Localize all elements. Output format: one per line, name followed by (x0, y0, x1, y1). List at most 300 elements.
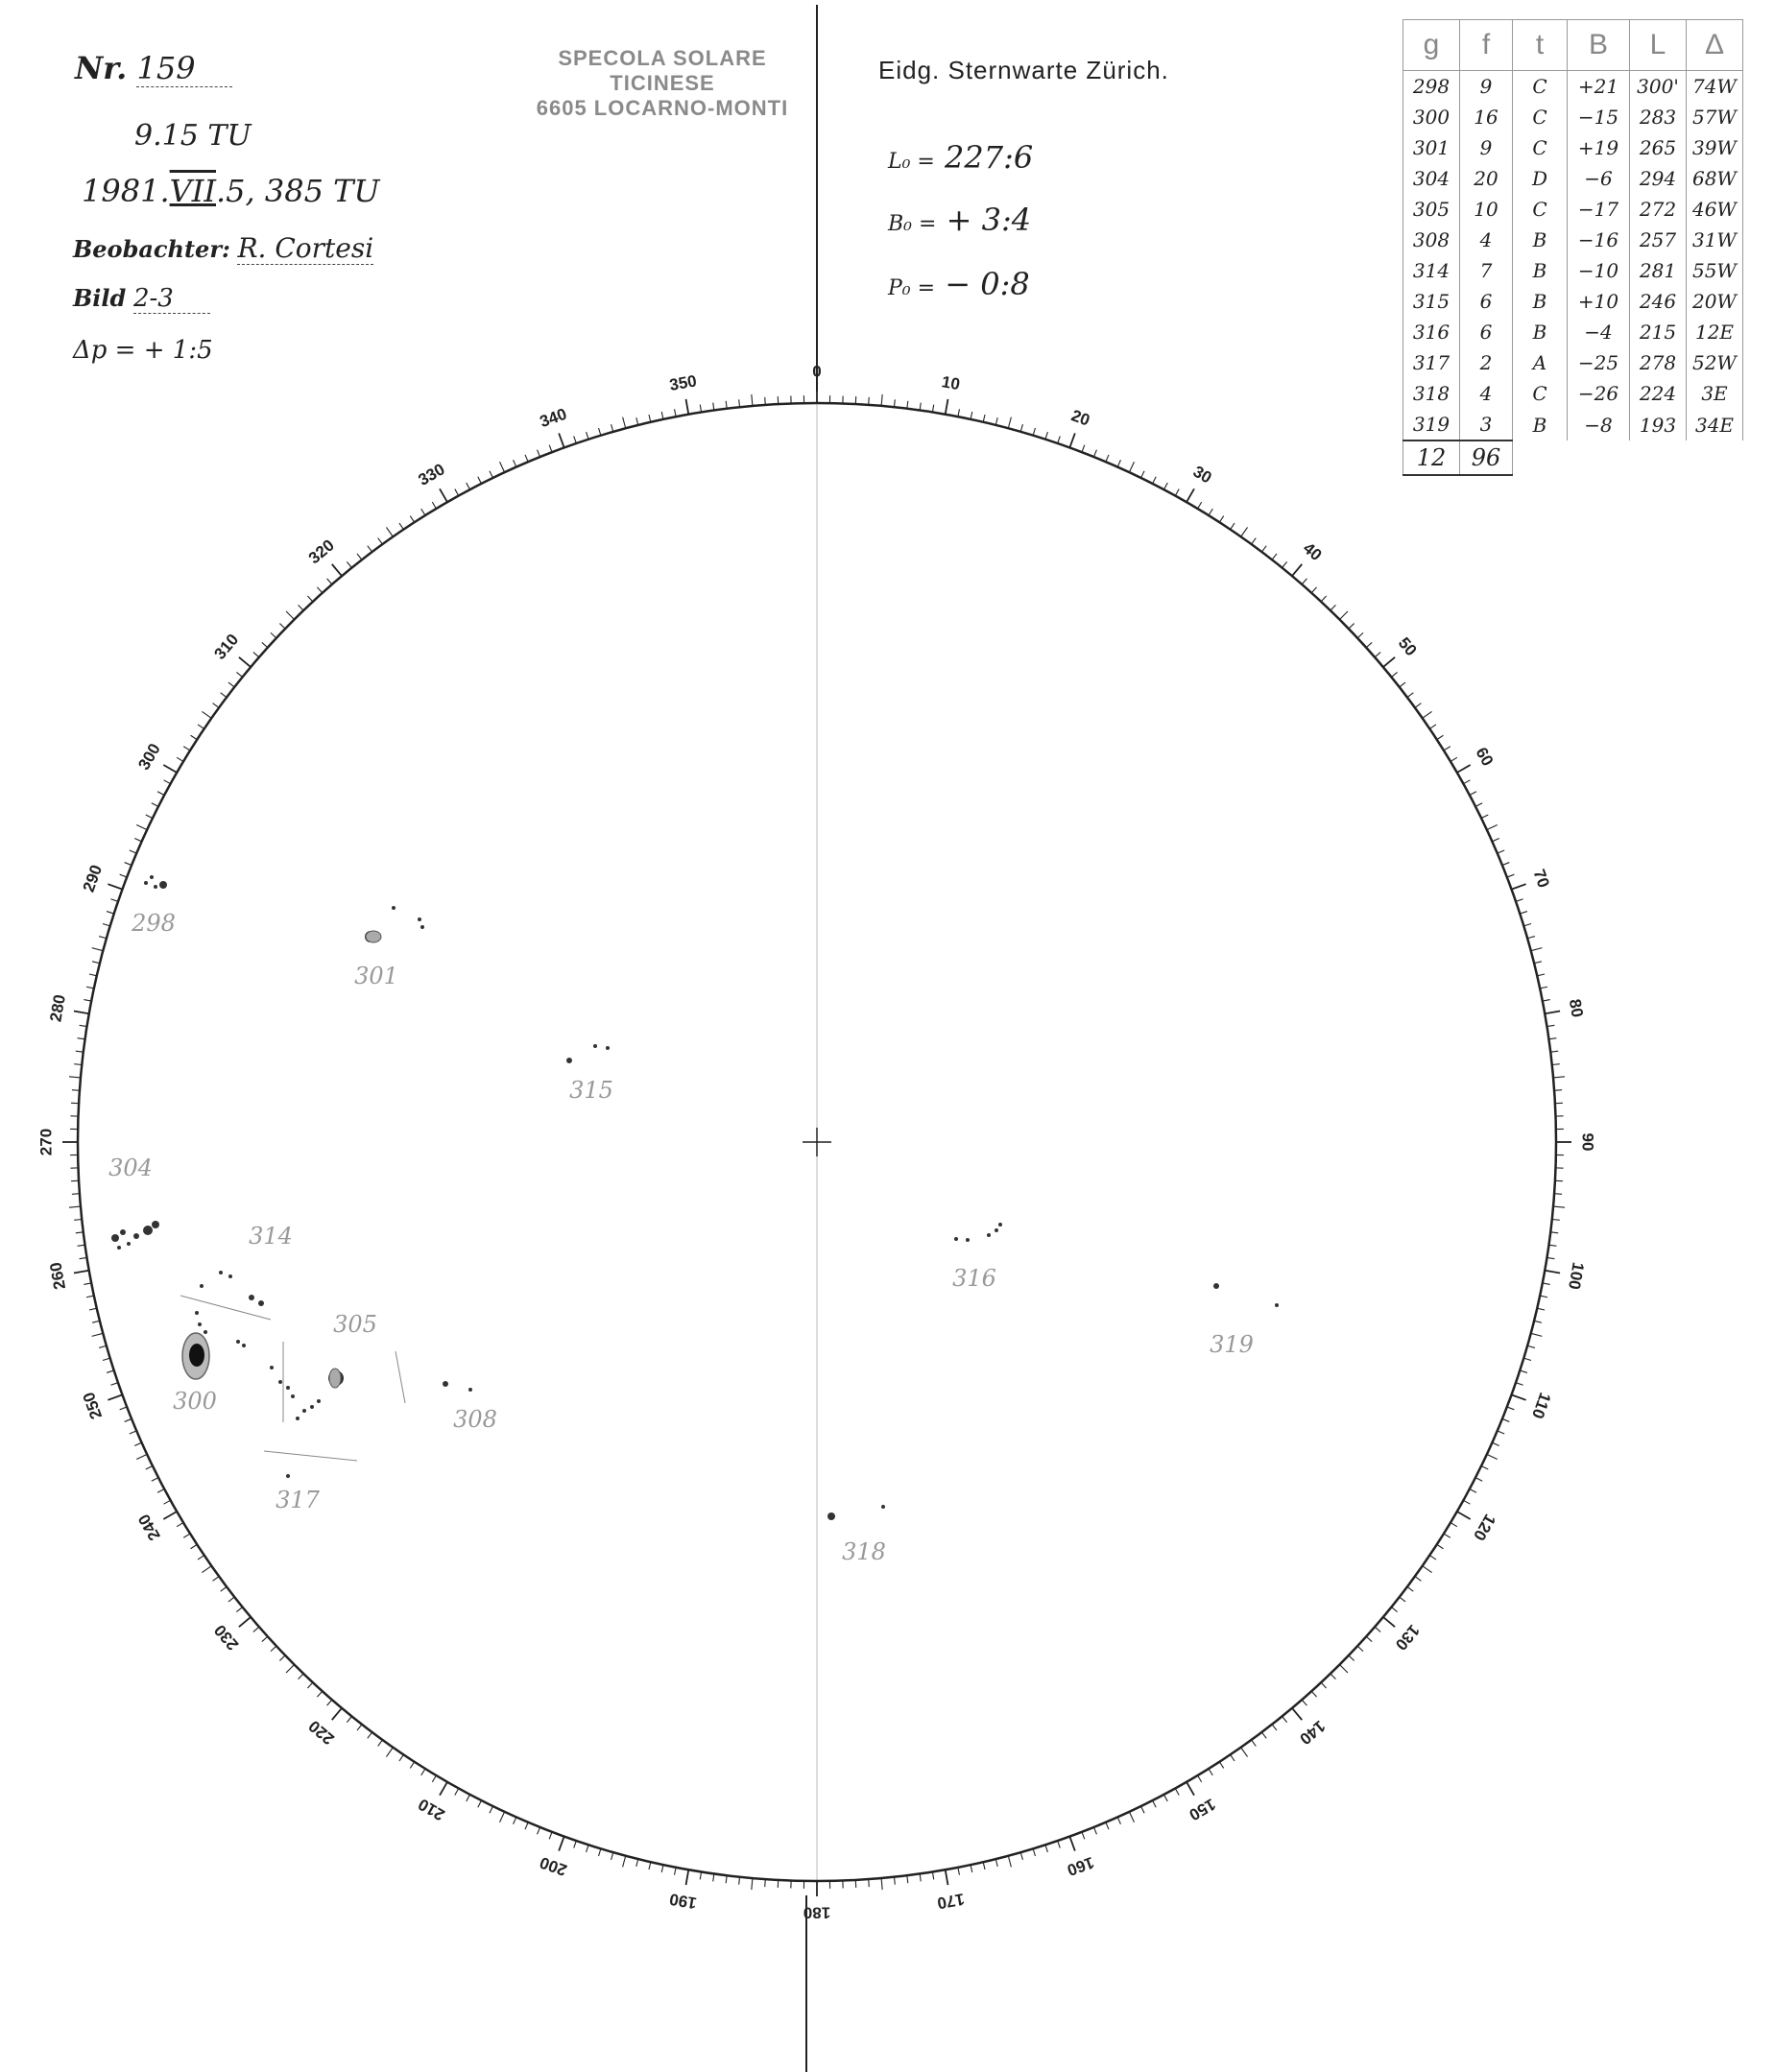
tick (467, 483, 470, 489)
sunspot (302, 1409, 306, 1413)
sunspot (127, 1242, 131, 1246)
cell-b: −4 (1568, 317, 1630, 347)
sunspot (152, 1221, 159, 1228)
tick (80, 1025, 87, 1026)
tick (1383, 1617, 1395, 1627)
tick (1444, 747, 1450, 750)
tick (1487, 1454, 1498, 1459)
tick (80, 1257, 87, 1258)
tick (386, 527, 393, 536)
tick (1339, 611, 1347, 619)
tick (1549, 1038, 1557, 1039)
tick (1231, 523, 1235, 530)
tick (134, 1442, 141, 1445)
tick (1492, 839, 1498, 842)
tick (1175, 1788, 1179, 1795)
group-guide-line (396, 1351, 405, 1403)
tick (525, 1822, 528, 1829)
total-spots: 96 (1460, 441, 1513, 475)
tick (307, 596, 312, 602)
sunspot (111, 1234, 119, 1242)
tick (347, 561, 351, 567)
tick (752, 394, 753, 406)
tick (455, 1788, 459, 1795)
scale-label: 290 (79, 862, 107, 894)
cell-l: 272 (1630, 194, 1687, 225)
tick (399, 1754, 403, 1761)
tick (946, 399, 948, 415)
date-year: 1981. (82, 173, 170, 209)
sunspot (286, 1474, 290, 1478)
scale-label: 300 (134, 740, 164, 774)
scale-label: 150 (1186, 1795, 1219, 1824)
group-label-315: 315 (569, 1077, 613, 1104)
tick (368, 1732, 372, 1738)
cell-b: −26 (1568, 378, 1630, 409)
tick (1163, 483, 1167, 489)
tick (1547, 1257, 1555, 1258)
tick (478, 477, 482, 484)
tick (228, 1597, 234, 1602)
tick (1549, 1245, 1557, 1246)
scale-label: 170 (935, 1889, 967, 1913)
cell-t: C (1513, 102, 1568, 132)
tick (1045, 1845, 1047, 1852)
group-label-305: 305 (333, 1311, 377, 1338)
tick (299, 1674, 304, 1679)
tick (574, 1841, 577, 1848)
tick (490, 1806, 493, 1813)
cell-b: −8 (1568, 409, 1630, 441)
p0-label: P₀ = (888, 276, 936, 300)
tick (752, 1878, 753, 1890)
delta-p: Δp = + 1:5 (73, 336, 213, 365)
cell-g: 319 (1403, 409, 1460, 441)
tick (1292, 1708, 1302, 1720)
tick (1283, 1716, 1287, 1722)
tick (74, 1219, 82, 1220)
sunspot (228, 1274, 232, 1278)
cell-l: 193 (1630, 409, 1687, 441)
stamp-line-3: 6605 LOCARNO-MONTI (536, 96, 789, 120)
group-label-298: 298 (132, 910, 176, 937)
sunspot (1213, 1283, 1219, 1289)
tick (1415, 1577, 1421, 1582)
bild-value: 2-3 (133, 284, 210, 314)
tick (198, 725, 204, 728)
header-g: g (1403, 20, 1460, 71)
tick (907, 401, 908, 409)
tick (299, 605, 304, 610)
tick (1531, 1333, 1543, 1336)
tick (177, 757, 183, 761)
tick (1349, 1655, 1354, 1661)
scale-label: 180 (803, 1903, 831, 1922)
tick (1366, 1636, 1372, 1641)
bild-label: Bild (73, 284, 127, 312)
sunspot (219, 1271, 223, 1274)
tick (279, 624, 285, 630)
sunspot (310, 1405, 314, 1409)
tick (202, 1566, 211, 1573)
cell-f: 6 (1460, 286, 1513, 317)
tick (253, 653, 259, 657)
tick (183, 747, 190, 750)
tick (399, 523, 403, 530)
tick (1545, 1271, 1560, 1274)
sunspot (966, 1238, 970, 1242)
tick (1129, 462, 1134, 472)
scale-label: 240 (134, 1511, 164, 1544)
tick (1407, 1586, 1413, 1591)
tick (1547, 1025, 1555, 1026)
tick (649, 1862, 651, 1870)
tick (1523, 924, 1531, 926)
scale-label: 60 (1472, 744, 1498, 770)
tick (869, 1879, 870, 1887)
cell-l: 265 (1630, 132, 1687, 163)
tick (636, 417, 638, 425)
tick (146, 1466, 153, 1470)
tick (378, 538, 383, 544)
tick (1545, 1012, 1560, 1014)
tick (1321, 596, 1326, 602)
tick (421, 509, 425, 515)
cell-l: 257 (1630, 225, 1687, 255)
cell-delta: 68W (1687, 163, 1743, 194)
tick (1106, 1822, 1109, 1829)
tick (700, 405, 701, 413)
tick (1550, 1232, 1558, 1233)
tick (357, 1725, 362, 1730)
scale-label: 40 (1299, 538, 1326, 565)
tick (587, 432, 588, 440)
tick (1423, 711, 1432, 718)
tick (1391, 672, 1397, 677)
tick (920, 403, 921, 411)
scale-label: 320 (304, 536, 338, 568)
tick (120, 1407, 127, 1410)
cell-l: 294 (1630, 163, 1687, 194)
tick (1553, 1206, 1565, 1207)
tick (538, 1827, 540, 1834)
tick (1552, 1064, 1560, 1065)
sunspot (418, 917, 421, 921)
tick (1357, 632, 1363, 637)
scale-label: 70 (1529, 867, 1553, 891)
scale-label: 250 (79, 1390, 107, 1422)
scale-label: 160 (1065, 1852, 1097, 1880)
cell-b: −15 (1568, 102, 1630, 132)
tick (881, 394, 882, 406)
l0-value: 227:6 (945, 139, 1034, 176)
tick (700, 1872, 701, 1880)
tick (1219, 516, 1223, 523)
scale-label: 20 (1068, 406, 1092, 430)
tick (1033, 1848, 1035, 1856)
tick (1082, 445, 1085, 452)
tick (1527, 1346, 1535, 1347)
tick (1502, 863, 1509, 866)
cell-g: 305 (1403, 194, 1460, 225)
tick (1349, 624, 1354, 630)
tick (881, 1878, 882, 1890)
tick (177, 1523, 183, 1527)
tick (1058, 1841, 1061, 1848)
scale-label: 190 (667, 1889, 699, 1913)
group-label-318: 318 (842, 1538, 886, 1565)
sunspot-umbra (189, 1344, 204, 1367)
tick (675, 409, 677, 417)
tick (164, 780, 171, 784)
cell-g: 300 (1403, 102, 1460, 132)
sunspot (249, 1295, 254, 1300)
scale-label: 100 (1564, 1260, 1588, 1292)
tick (1527, 937, 1535, 939)
tick (971, 412, 972, 419)
tick (1540, 987, 1547, 988)
tick (549, 1832, 552, 1839)
cell-f: 20 (1460, 163, 1513, 194)
tick (198, 1556, 204, 1560)
tick (765, 1879, 766, 1887)
tick (410, 516, 414, 523)
tick (726, 401, 727, 409)
b0-label: B₀ = (888, 212, 937, 236)
cell-g: 301 (1403, 132, 1460, 163)
tick (1231, 1754, 1235, 1761)
cell-f: 7 (1460, 255, 1513, 286)
tick (1163, 1795, 1167, 1801)
tick (920, 1874, 921, 1882)
tick (221, 693, 227, 698)
cell-g: 308 (1403, 225, 1460, 255)
tick (894, 1877, 895, 1885)
tick (72, 1194, 80, 1195)
cell-delta: 46W (1687, 194, 1743, 225)
tick (1470, 792, 1476, 796)
tick (1175, 489, 1179, 496)
tick (1554, 1090, 1562, 1091)
tick (455, 489, 459, 496)
cell-l: 281 (1630, 255, 1687, 286)
tick (500, 462, 505, 472)
tick (271, 1646, 276, 1651)
p0-value: − 0:8 (945, 266, 1030, 302)
tick (236, 1608, 242, 1612)
tick (92, 1321, 100, 1322)
tick (739, 399, 740, 407)
tick (1543, 1000, 1550, 1002)
tick (279, 1655, 285, 1661)
tick (1330, 605, 1336, 610)
scale-label: 350 (667, 371, 699, 395)
cell-t: D (1513, 163, 1568, 194)
cell-g: 304 (1403, 163, 1460, 194)
sunspot (987, 1233, 991, 1237)
tick (1209, 1769, 1212, 1775)
tick (1512, 884, 1526, 889)
tick (599, 428, 601, 436)
sunspot (593, 1044, 597, 1048)
nr-value: 159 (136, 50, 232, 87)
cell-f: 4 (1460, 378, 1513, 409)
cell-t: B (1513, 317, 1568, 347)
tick (1437, 1544, 1444, 1548)
tick (317, 587, 322, 593)
total-groups: 12 (1403, 441, 1460, 475)
scale-label: 200 (537, 1852, 569, 1880)
tick (623, 1856, 626, 1868)
tick (378, 1740, 383, 1746)
tick (76, 1051, 84, 1052)
tick (1302, 1700, 1307, 1705)
tick (599, 1848, 601, 1856)
tick (611, 424, 613, 432)
observer-value: R. Cortesi (237, 232, 374, 264)
tick (1008, 1856, 1011, 1868)
tick (1153, 1800, 1157, 1807)
tick (525, 455, 528, 462)
tick (1082, 1832, 1085, 1839)
tick (1550, 1051, 1558, 1052)
observer-label: Beobachter: (73, 235, 230, 263)
cell-g: 316 (1403, 317, 1460, 347)
tick (99, 937, 107, 939)
tick (202, 711, 211, 718)
tick (228, 682, 234, 687)
tick (549, 445, 552, 452)
tick (1540, 1296, 1547, 1298)
cell-t: B (1513, 409, 1568, 441)
institution-name: Eidg. Sternwarte Zürich. (878, 56, 1169, 84)
scale-label: 340 (537, 404, 569, 432)
tick (347, 1716, 351, 1722)
tick (307, 1682, 312, 1688)
scale-label: 50 (1394, 633, 1421, 660)
cell-t: B (1513, 225, 1568, 255)
sunspot (198, 1322, 202, 1326)
tick (1507, 1407, 1514, 1410)
tick (1093, 1827, 1096, 1834)
tick (1321, 1682, 1326, 1688)
tick (1512, 1394, 1526, 1399)
tick (1093, 450, 1096, 457)
tick (134, 839, 141, 842)
cell-l: 246 (1630, 286, 1687, 317)
cell-f: 4 (1460, 225, 1513, 255)
tick (108, 884, 122, 889)
tick (183, 1534, 190, 1537)
tick (932, 1872, 933, 1880)
group-label-319: 319 (1210, 1331, 1254, 1358)
tick (86, 1296, 94, 1298)
tick (69, 1206, 81, 1207)
sunspot (827, 1512, 835, 1520)
sunspot (392, 906, 396, 910)
group-label-317: 317 (276, 1487, 320, 1513)
tick (1481, 815, 1488, 819)
group-label-314: 314 (249, 1223, 293, 1250)
tick (152, 803, 158, 807)
sunspot (998, 1223, 1002, 1227)
sunspot (286, 1386, 290, 1390)
tick (1117, 1817, 1120, 1823)
sunspot (881, 1505, 885, 1509)
tick (1475, 803, 1482, 807)
tick (1520, 912, 1527, 914)
tick (1366, 642, 1372, 647)
tick (163, 765, 177, 773)
sunspot (278, 1380, 282, 1384)
tick (239, 1617, 251, 1627)
scale-label: 310 (210, 630, 243, 663)
group-guide-line (264, 1451, 357, 1461)
tick (1534, 1321, 1542, 1322)
tick (661, 412, 663, 419)
tick (1219, 1762, 1223, 1769)
tick (1415, 703, 1421, 708)
tick (1444, 1534, 1450, 1537)
group-label-308: 308 (453, 1406, 497, 1433)
date-rest: .5, 385 TU (216, 173, 380, 209)
sunspot-penumbra (329, 1369, 341, 1388)
tick (1198, 1775, 1202, 1782)
tick (623, 417, 626, 429)
cell-delta: 39W (1687, 132, 1743, 163)
tick (125, 1418, 132, 1421)
sunspot (144, 881, 148, 885)
tick (262, 1636, 268, 1641)
cell-t: C (1513, 194, 1568, 225)
tick (1283, 561, 1287, 567)
cell-g: 315 (1403, 286, 1460, 317)
tick (317, 1691, 322, 1697)
tick (1475, 1478, 1482, 1482)
sunspot (1275, 1303, 1279, 1307)
group-label-300: 300 (173, 1388, 217, 1415)
tick (410, 1762, 414, 1769)
sunspot (120, 1229, 126, 1235)
tick (559, 1837, 563, 1851)
tick (130, 850, 136, 853)
sunspot (236, 1340, 240, 1344)
cell-b: +10 (1568, 286, 1630, 317)
tick (1553, 1077, 1565, 1078)
tick (1311, 1691, 1316, 1697)
tick (146, 815, 153, 819)
tick (84, 1283, 91, 1285)
cell-f: 2 (1460, 347, 1513, 378)
cell-g: 298 (1403, 71, 1460, 103)
stamp-line-2: TICINESE (610, 71, 715, 95)
tick (686, 1870, 689, 1885)
tick (983, 1862, 985, 1870)
l0-label: L₀ = (888, 150, 935, 174)
tick (1492, 1442, 1498, 1445)
tick (1429, 1556, 1436, 1560)
tick (92, 962, 100, 964)
sunspots (111, 875, 1279, 1520)
tick (1531, 948, 1543, 951)
sunspot (159, 881, 167, 889)
cell-b: +19 (1568, 132, 1630, 163)
tick (1507, 874, 1514, 877)
sunspot (443, 1381, 448, 1387)
tick (1058, 436, 1061, 443)
sunspot (468, 1388, 472, 1392)
tick (92, 1333, 104, 1336)
